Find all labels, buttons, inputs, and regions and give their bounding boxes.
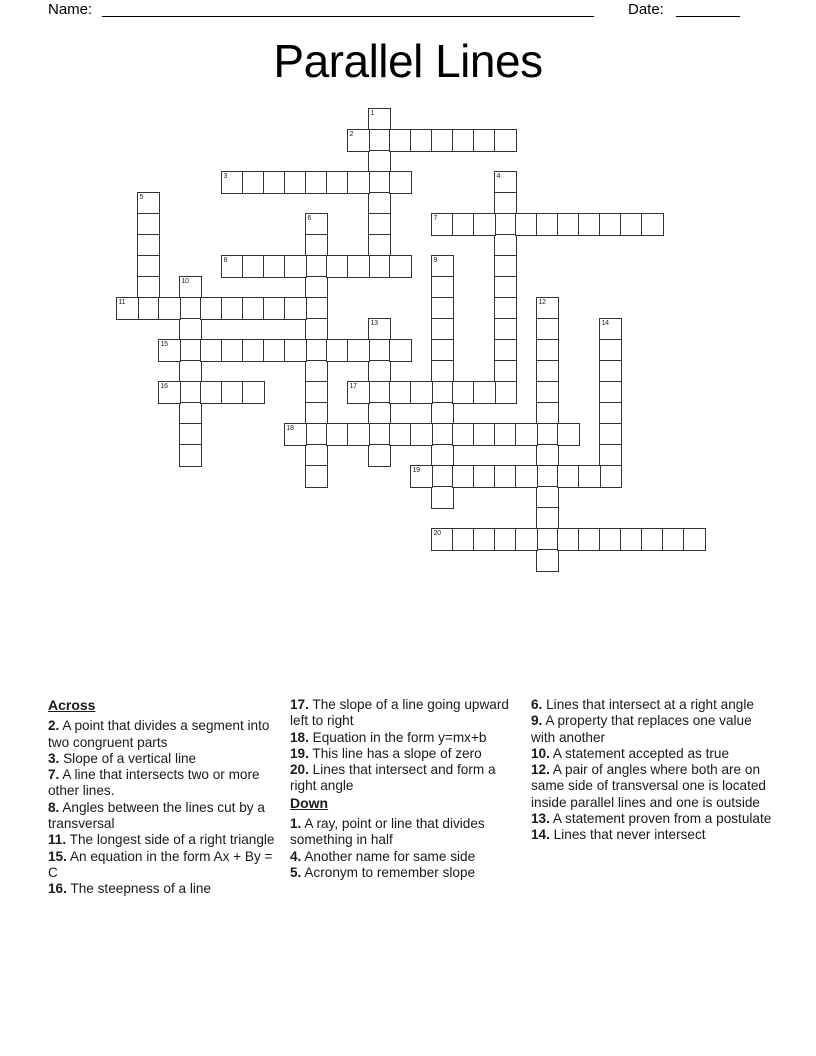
cell-number: 4 [496, 172, 501, 180]
clue-item: 19. This line has a slope of zero [290, 745, 482, 761]
grid-cell[interactable] [662, 528, 685, 551]
grid-cell[interactable] [599, 339, 622, 362]
cell-number: 10 [181, 277, 189, 285]
grid-cell[interactable] [452, 528, 475, 551]
grid-cell[interactable] [158, 339, 181, 362]
grid-cell[interactable] [494, 528, 517, 551]
clue-item: 7. A line that intersects two or more other lines. [48, 767, 260, 799]
grid-cell[interactable] [179, 297, 202, 320]
grid-cell[interactable] [368, 360, 391, 383]
grid-cell[interactable] [305, 234, 328, 257]
grid-cell[interactable] [473, 423, 496, 446]
grid-cell[interactable] [305, 465, 328, 488]
grid-cell[interactable] [431, 318, 454, 341]
clue-number: 15. [48, 848, 67, 864]
grid-cell[interactable] [431, 444, 454, 467]
grid-cell[interactable] [431, 339, 454, 362]
grid-cell[interactable] [431, 486, 454, 509]
grid-cell[interactable] [284, 339, 307, 362]
grid-cell[interactable] [515, 528, 538, 551]
grid-cell[interactable] [389, 381, 412, 404]
clue-item: 5. Acronym to remember slope [290, 864, 476, 880]
cell-number: 12 [538, 298, 546, 306]
grid-cell[interactable] [263, 339, 286, 362]
grid-cell[interactable] [452, 381, 475, 404]
grid-cell[interactable] [599, 402, 622, 425]
clue-item: 10. A statement accepted as true [531, 745, 730, 761]
grid-cell[interactable] [431, 129, 454, 152]
grid-cell[interactable] [242, 339, 265, 362]
grid-cell[interactable] [431, 276, 454, 299]
clue-item: 15. An equation in the form Ax + By = C [48, 848, 273, 880]
grid-cell[interactable] [641, 528, 664, 551]
grid-cell[interactable] [326, 171, 349, 194]
grid-cell[interactable] [347, 381, 370, 404]
grid-cell[interactable] [494, 318, 517, 341]
grid-cell[interactable] [431, 213, 454, 236]
grid-cell[interactable] [305, 318, 328, 341]
grid-cell[interactable] [179, 276, 202, 299]
grid-cell[interactable] [305, 255, 328, 278]
clue-number: 4. [290, 848, 302, 864]
grid-cell[interactable] [536, 528, 559, 551]
clue-item: 14. Lines that never intersect [531, 827, 706, 843]
grid-cell[interactable] [599, 318, 622, 341]
grid-cell[interactable] [221, 171, 244, 194]
clue-number: 7. [48, 767, 60, 783]
grid-cell[interactable] [599, 465, 622, 488]
grid-cell[interactable] [200, 297, 223, 320]
grid-cell[interactable] [347, 129, 370, 152]
clue-item: 4. Another name for same side [290, 848, 476, 864]
grid-cell[interactable] [494, 339, 517, 362]
grid-cell[interactable] [242, 297, 265, 320]
grid-cell[interactable] [431, 297, 454, 320]
clue-number: 8. [48, 799, 60, 815]
grid-cell[interactable] [536, 360, 559, 383]
grid-cell[interactable] [473, 213, 496, 236]
grid-cell[interactable] [389, 129, 412, 152]
grid-cell[interactable] [494, 276, 517, 299]
grid-cell[interactable] [599, 360, 622, 383]
clue-section-heading: Across [48, 697, 96, 713]
grid-cell[interactable] [347, 171, 370, 194]
grid-cell[interactable] [221, 381, 244, 404]
grid-cell[interactable] [557, 423, 580, 446]
grid-cell[interactable] [179, 339, 202, 362]
grid-cell[interactable] [347, 255, 370, 278]
clue-number: 12. [531, 762, 550, 778]
clue-number: 18. [290, 729, 309, 745]
name-blank-line[interactable] [102, 0, 594, 17]
grid-cell[interactable] [536, 465, 559, 488]
grid-cell[interactable] [557, 465, 580, 488]
grid-cell[interactable] [515, 423, 538, 446]
grid-cell[interactable] [431, 360, 454, 383]
grid-cell[interactable] [494, 423, 517, 446]
cell-number: 17 [349, 382, 357, 390]
cell-number: 16 [160, 382, 168, 390]
grid-cell[interactable] [536, 297, 559, 320]
grid-cell[interactable] [305, 402, 328, 425]
grid-cell[interactable] [410, 129, 433, 152]
grid-cell[interactable] [473, 381, 496, 404]
clue-item: 16. The steepness of a line [48, 881, 211, 897]
clue-number: 17. [290, 697, 309, 712]
grid-cell[interactable] [578, 465, 601, 488]
grid-cell[interactable] [326, 255, 349, 278]
clue-column-2 [290, 697, 522, 881]
grid-cell[interactable] [242, 381, 265, 404]
grid-cell[interactable] [473, 528, 496, 551]
clue-item: 6. Lines that intersect at a right angle [531, 697, 754, 712]
grid-cell[interactable] [200, 381, 223, 404]
grid-cell[interactable] [368, 318, 391, 341]
grid-cell[interactable] [620, 528, 643, 551]
grid-cell[interactable] [599, 423, 622, 446]
clue-number: 1. [290, 816, 302, 832]
grid-cell[interactable] [536, 381, 559, 404]
cell-number: 20 [433, 529, 441, 537]
grid-cell[interactable] [158, 381, 181, 404]
grid-cell[interactable] [557, 528, 580, 551]
grid-cell[interactable] [242, 255, 265, 278]
grid-cell[interactable] [641, 213, 664, 236]
clue-item: 12. A pair of angles where both are on same side of transversal one is located inside parallel lines and one is outside [531, 762, 766, 810]
grid-cell[interactable] [494, 360, 517, 383]
grid-cell[interactable] [305, 360, 328, 383]
grid-cell[interactable] [536, 402, 559, 425]
grid-cell[interactable] [410, 465, 433, 488]
grid-cell[interactable] [326, 339, 349, 362]
cell-number: 15 [160, 340, 168, 348]
grid-cell[interactable] [284, 255, 307, 278]
clue-item: 2. A point that divides a segment into two congruent parts [48, 718, 270, 750]
grid-cell[interactable] [242, 171, 265, 194]
name-label: Name: [48, 1, 93, 18]
grid-cell[interactable] [305, 276, 328, 299]
grid-cell[interactable] [389, 423, 412, 446]
grid-cell[interactable] [179, 423, 202, 446]
cell-number: 11 [118, 298, 126, 306]
grid-cell[interactable] [536, 444, 559, 467]
cell-number: 6 [307, 214, 312, 222]
grid-cell[interactable] [179, 444, 202, 467]
grid-cell[interactable] [368, 381, 391, 404]
grid-cell[interactable] [284, 171, 307, 194]
date-label: Date: [628, 1, 664, 18]
grid-cell[interactable] [536, 339, 559, 362]
grid-cell[interactable] [305, 339, 328, 362]
clue-number: 5. [290, 864, 302, 880]
grid-cell[interactable] [536, 423, 559, 446]
grid-cell[interactable] [452, 129, 475, 152]
grid-cell[interactable] [431, 255, 454, 278]
grid-cell[interactable] [578, 528, 601, 551]
clue-item: 11. The longest side of a right triangle [48, 832, 275, 848]
grid-cell[interactable] [536, 507, 559, 530]
clue-item: 13. A statement proven from a postulate [531, 811, 772, 827]
grid-cell[interactable] [410, 381, 433, 404]
grid-cell[interactable] [326, 423, 349, 446]
grid-cell[interactable] [452, 465, 475, 488]
grid-cell[interactable] [452, 213, 475, 236]
clue-number: 11. [48, 832, 67, 848]
cell-number: 2 [349, 130, 354, 138]
clue-number: 10. [531, 745, 550, 761]
clue-column-1 [48, 697, 286, 898]
clue-item: 9. A property that replaces one value with another [531, 713, 752, 745]
grid-cell[interactable] [305, 213, 328, 236]
grid-cell[interactable] [494, 129, 517, 152]
grid-cell[interactable] [599, 528, 622, 551]
clue-number: 20. [290, 762, 309, 778]
clue-item: 20. Lines that intersect and form a right angle [290, 762, 496, 794]
grid-cell[interactable] [179, 381, 202, 404]
grid-cell[interactable] [389, 339, 412, 362]
cell-number: 19 [412, 466, 420, 474]
grid-cell[interactable] [305, 423, 328, 446]
grid-cell[interactable] [305, 171, 328, 194]
grid-cell[interactable] [494, 297, 517, 320]
cell-number: 8 [223, 256, 228, 264]
grid-cell[interactable] [368, 129, 391, 152]
grid-cell[interactable] [536, 486, 559, 509]
cell-number: 18 [286, 424, 294, 432]
cell-number: 7 [433, 214, 438, 222]
grid-cell[interactable] [494, 171, 517, 194]
grid-cell[interactable] [368, 150, 391, 173]
grid-cell[interactable] [410, 423, 433, 446]
grid-cell[interactable] [263, 297, 286, 320]
cell-number: 1 [370, 109, 375, 117]
grid-cell[interactable] [431, 423, 454, 446]
cell-number: 3 [223, 172, 228, 180]
cell-number: 14 [601, 319, 609, 327]
clue-item: 18. Equation in the form y=mx+b [290, 729, 487, 745]
grid-cell[interactable] [368, 423, 391, 446]
grid-cell[interactable] [284, 297, 307, 320]
grid-cell[interactable] [599, 381, 622, 404]
clue-number: 6. [531, 697, 543, 712]
grid-cell[interactable] [494, 255, 517, 278]
grid-cell[interactable] [347, 339, 370, 362]
cell-number: 5 [139, 193, 144, 201]
grid-cell[interactable] [263, 255, 286, 278]
clue-item: 3. Slope of a vertical line [48, 750, 197, 766]
grid-cell[interactable] [683, 528, 706, 551]
grid-cell[interactable] [515, 465, 538, 488]
grid-cell[interactable] [620, 213, 643, 236]
crossword-grid [116, 108, 706, 572]
grid-cell[interactable] [368, 234, 391, 257]
grid-cell[interactable] [200, 339, 223, 362]
grid-cell[interactable] [431, 528, 454, 551]
grid-cell[interactable] [137, 213, 160, 236]
clue-number: 3. [48, 750, 60, 766]
grid-cell[interactable] [578, 213, 601, 236]
grid-cell[interactable] [137, 234, 160, 257]
grid-cell[interactable] [137, 192, 160, 215]
clue-number: 14. [531, 827, 550, 843]
grid-cell[interactable] [494, 465, 517, 488]
grid-cell[interactable] [368, 213, 391, 236]
grid-cell[interactable] [179, 360, 202, 383]
grid-cell[interactable] [389, 255, 412, 278]
grid-cell[interactable] [368, 171, 391, 194]
grid-cell[interactable] [473, 129, 496, 152]
grid-cell[interactable] [305, 381, 328, 404]
grid-cell[interactable] [557, 213, 580, 236]
clue-number: 9. [531, 713, 543, 729]
grid-cell[interactable] [368, 108, 391, 131]
grid-cell[interactable] [305, 444, 328, 467]
clue-item: 8. Angles between the lines cut by a transversal [48, 799, 265, 832]
page-title: Parallel Lines [273, 35, 543, 87]
grid-cell[interactable] [263, 171, 286, 194]
grid-cell[interactable] [284, 423, 307, 446]
grid-cell[interactable] [494, 192, 517, 215]
grid-cell[interactable] [368, 255, 391, 278]
grid-cell[interactable] [221, 297, 244, 320]
clue-item: 1. A ray, point or line that divides something in half [290, 816, 485, 848]
grid-cell[interactable] [137, 255, 160, 278]
grid-cell[interactable] [179, 318, 202, 341]
grid-cell[interactable] [137, 297, 160, 320]
grid-cell[interactable] [179, 402, 202, 425]
clue-number: 2. [48, 718, 60, 734]
clue-number: 16. [48, 881, 67, 897]
grid-cell[interactable] [431, 381, 454, 404]
grid-cell[interactable] [368, 444, 391, 467]
grid-cell[interactable] [347, 423, 370, 446]
grid-cell[interactable] [368, 339, 391, 362]
grid-cell[interactable] [452, 423, 475, 446]
grid-cell[interactable] [431, 402, 454, 425]
grid-cell[interactable] [599, 213, 622, 236]
grid-cell[interactable] [494, 381, 517, 404]
grid-cell[interactable] [494, 234, 517, 257]
grid-cell[interactable] [368, 402, 391, 425]
grid-cell[interactable] [431, 465, 454, 488]
cell-number: 13 [370, 319, 378, 327]
grid-cell[interactable] [305, 297, 328, 320]
grid-cell[interactable] [137, 276, 160, 299]
clue-number: 13. [531, 811, 550, 827]
clue-number: 19. [290, 745, 309, 761]
grid-cell[interactable] [389, 171, 412, 194]
grid-cell[interactable] [221, 339, 244, 362]
clue-item: 17. The slope of a line going upward left to right [290, 697, 509, 729]
grid-cell[interactable] [599, 444, 622, 467]
grid-cell[interactable] [221, 255, 244, 278]
date-blank-line[interactable] [676, 0, 740, 17]
cell-number: 9 [433, 256, 438, 264]
grid-cell[interactable] [473, 465, 496, 488]
grid-cell[interactable] [116, 297, 139, 320]
grid-cell[interactable] [494, 213, 517, 236]
grid-cell[interactable] [536, 318, 559, 341]
grid-cell[interactable] [368, 192, 391, 215]
clue-column-3 [531, 697, 778, 844]
grid-cell[interactable] [536, 549, 559, 572]
grid-cell[interactable] [536, 213, 559, 236]
clue-section-heading: Down [290, 794, 329, 811]
grid-cell[interactable] [158, 297, 181, 320]
grid-cell[interactable] [515, 213, 538, 236]
